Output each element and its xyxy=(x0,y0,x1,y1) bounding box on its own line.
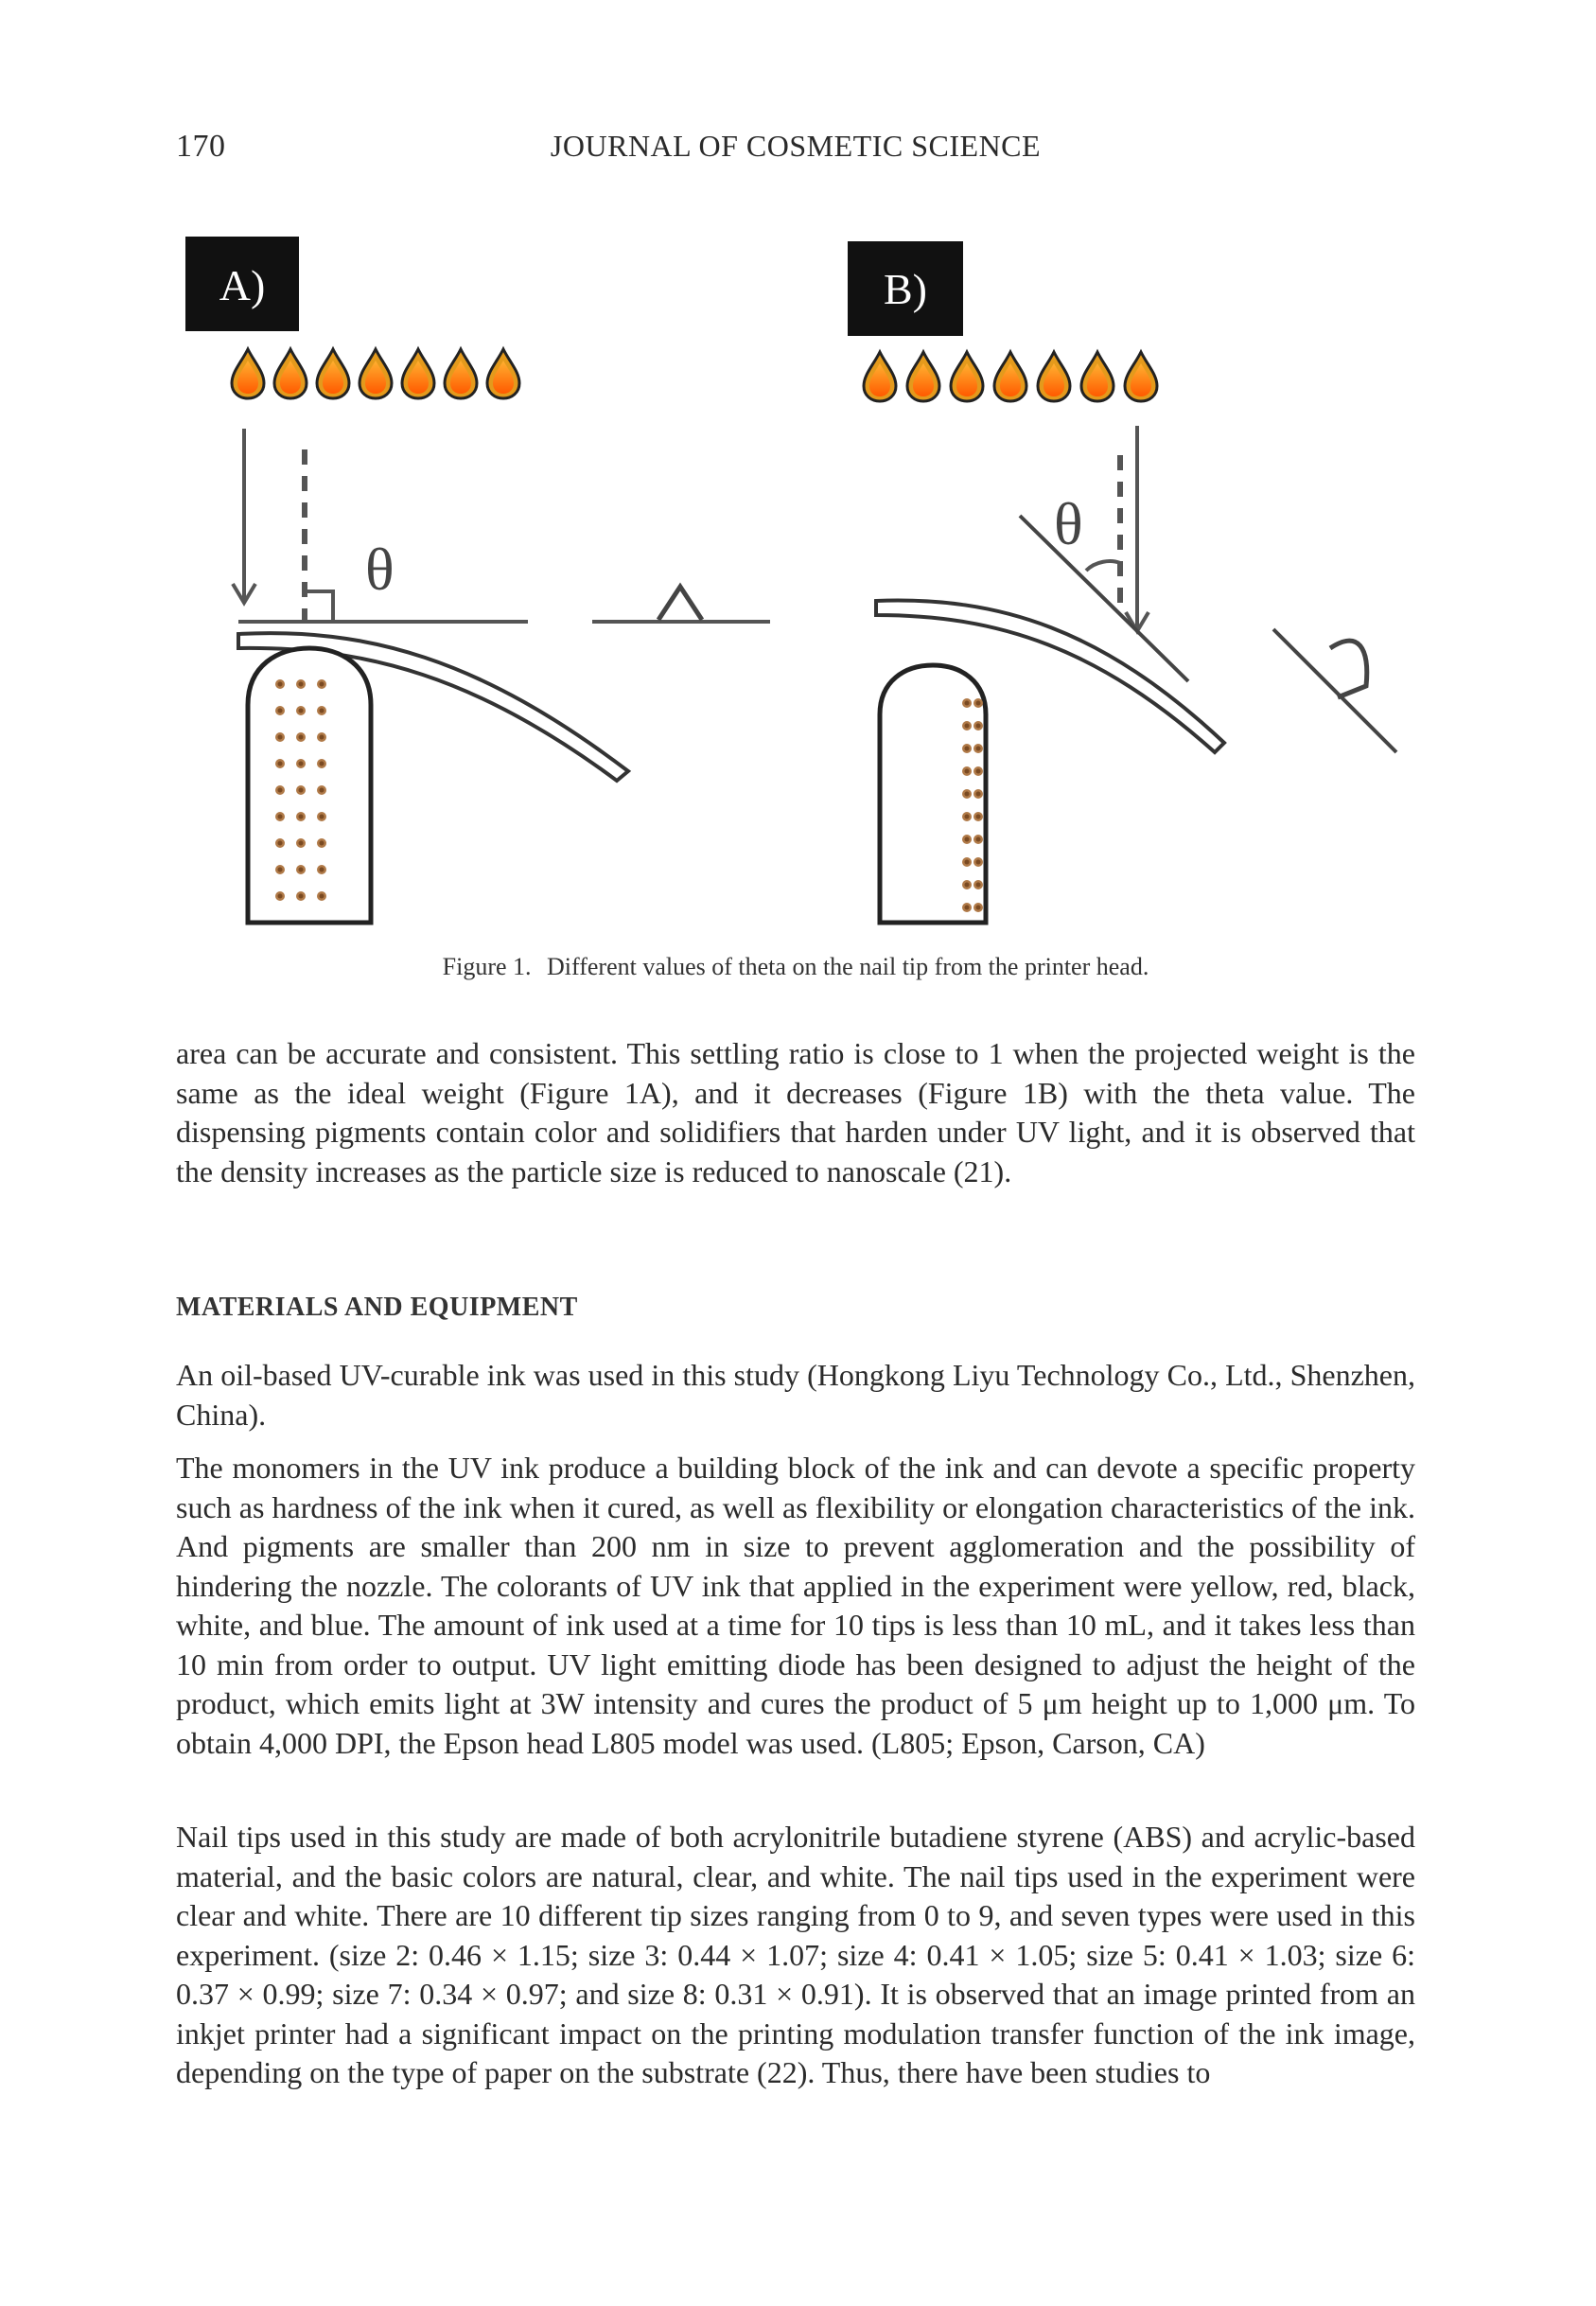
panel-b xyxy=(848,241,1396,923)
figure-caption xyxy=(176,953,1415,981)
droplet xyxy=(1081,352,1114,401)
droplet xyxy=(994,352,1026,401)
page-number: 170 xyxy=(176,129,226,164)
caption-text: Different values of theta on the nail tip from the printer head. xyxy=(547,953,1149,980)
running-header xyxy=(176,129,1415,170)
droplet xyxy=(232,349,264,398)
droplet xyxy=(907,352,939,401)
panel-b-arrow xyxy=(1126,426,1149,631)
droplet xyxy=(445,349,477,398)
section-heading: MATERIALS AND EQUIPMENT xyxy=(176,1293,578,1322)
droplet xyxy=(487,349,519,398)
panel-a-dots xyxy=(275,679,326,901)
panel-a-right-angle xyxy=(305,591,333,620)
droplet xyxy=(317,349,349,398)
panel-b-theta: θ xyxy=(1054,490,1083,557)
figure-diagram xyxy=(176,232,1415,951)
droplet xyxy=(864,352,896,401)
paragraph-2: An oil-based UV-curable ink was used in this study (Hongkong Liyu Technology Co., Ltd., Shenzhen, China). xyxy=(176,1358,1415,1432)
paragraph-4: Nail tips used in this study are made of both acrylonitrile butadiene styrene (ABS) and acrylic-based material, and the basic colors are natural, clear, and white. The nail tips used in the experiment were clear and white. There are 10 different tip sizes ranging from 0 to 9, and seven types were used in this experiment. (size 2: 0.46 × 1.15; size 3: 0.44 × 1.07; size 4: 0.41 × 1.05; size 5: 0.41 × 1.03; size 6: 0.37 × 0.99; size 7: 0.34 × 0.97; and size 8: 0.31 × 0.91). It is observed that an image printed from an inkjet printer had a significant impact on the printing modulation transfer function of the ink image, depending on the type of paper on the substrate (22). Thus, there have been studies to xyxy=(176,1820,1415,2089)
panel-b-label: B) xyxy=(884,265,927,313)
panel-a-theta: θ xyxy=(365,536,395,603)
journal-title: JOURNAL OF COSMETIC SCIENCE xyxy=(550,129,1042,163)
panel-a xyxy=(185,237,770,923)
panel-a-label: A) xyxy=(219,261,266,309)
droplet xyxy=(402,349,434,398)
panel-b-droplets xyxy=(864,352,1157,401)
panel-a-droplets xyxy=(232,349,519,398)
droplet xyxy=(1038,352,1070,401)
figure-1 xyxy=(176,232,1415,951)
caption-label: Figure 1. xyxy=(442,953,532,980)
panel-a-angle-indicator xyxy=(658,587,702,620)
panel-a-arrow xyxy=(233,429,255,603)
droplet xyxy=(274,349,307,398)
paragraph-3: The monomers in the UV ink produce a building block of the ink and can devote a specific property such as hardness of the ink when it cured, as well as flexibility or elongation characteristics of the ink. And pigments are smaller than 200 nm in size to prevent agglomeration and the possibility of hindering the nozzle. The colorants of UV ink that applied in the experiment were yellow, red, black, white, and blue. The amount of ink used at a time for 10 tips is less than 10 mL, and it takes less than 10 min from order to output. UV light emitting diode has been designed to adjust the height of the product, which emits light at 3W intensity and cures the product of 5 μm height up to 1,000 μm. To obtain 4,000 DPI, the Epson head L805 model was used. (L805; Epson, Carson, CA) xyxy=(176,1451,1415,1760)
panel-b-angle-arc xyxy=(1086,561,1120,571)
droplet xyxy=(360,349,392,398)
panel-a-nail-tip xyxy=(248,648,371,923)
droplet xyxy=(1125,352,1157,401)
paragraph-1: area can be accurate and consistent. This settling ratio is close to 1 when the projected weight is the same as the ideal weight (Figure 1A), and it decreases (Figure 1B) with the theta value. The dispensing pigments contain color and solidifiers that harden under UV light, and it is observed that the density increases as the particle size is reduced to nanoscale (21). xyxy=(176,1036,1415,1188)
droplet xyxy=(951,352,983,401)
